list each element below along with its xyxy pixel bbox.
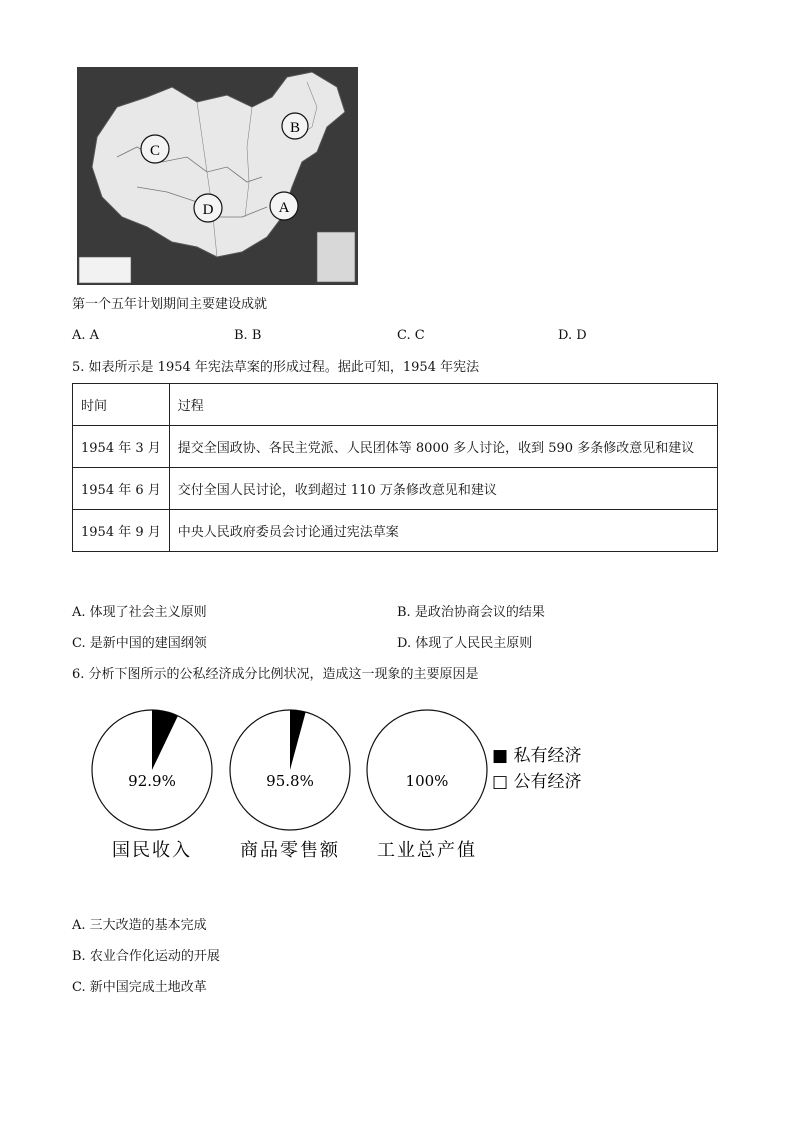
legend-private: ■ 私有经济 <box>492 746 582 766</box>
construction-map <box>77 67 358 285</box>
legend-public: □ 公有经济 <box>492 772 582 792</box>
pie-charts <box>80 700 600 880</box>
table-cell-process: 中央人民政府委员会讨论通过宪法草案 <box>169 510 717 552</box>
q6-option-b[interactable]: B. 农业合作化运动的开展 <box>72 949 220 964</box>
constitution-table <box>72 383 718 552</box>
q6-stem: 6. 分析下图所示的公私经济成分比例状况，造成这一现象的主要原因是 <box>72 667 479 682</box>
map-label-c: C <box>149 143 161 159</box>
china-map-graphic <box>77 67 358 285</box>
q4-option-b[interactable]: B. B <box>234 328 262 343</box>
pie-value-label: 100% <box>405 772 449 790</box>
q4-option-a[interactable]: A. A <box>72 328 100 343</box>
map-label-d: D <box>202 202 214 218</box>
table-header-row <box>73 384 718 426</box>
pie-slice-public <box>367 710 487 830</box>
table-cell-time: 1954 年 6 月 <box>73 468 170 510</box>
q4-option-c[interactable]: C. C <box>397 328 425 343</box>
map-label-a: A <box>278 200 290 216</box>
q4-stem: 第一个五年计划期间主要建设成就 <box>72 297 268 312</box>
table-cell-time: 1954 年 3 月 <box>73 426 170 468</box>
map-label-b: B <box>289 120 301 136</box>
pie-value-label: 95.8% <box>266 772 314 790</box>
pie-title-retail-sales: 商品零售额 <box>240 840 340 861</box>
q5-stem: 5. 如表所示是 1954 年宪法草案的形成过程。据此可知，1954 年宪法 <box>72 360 480 375</box>
table-row <box>73 426 718 468</box>
table-cell-process: 提交全国政协、各民主党派、人民团体等 8000 多人讨论，收到 590 多条修改意见和建议 <box>169 426 717 468</box>
q4-option-d[interactable]: D. D <box>558 328 587 343</box>
pie-value-label: 92.9% <box>128 772 176 790</box>
q5-option-c[interactable]: C. 是新中国的建国纲领 <box>72 636 207 651</box>
q5-option-d[interactable]: D. 体现了人民民主原则 <box>397 636 533 651</box>
pie-title-national-income: 国民收入 <box>112 840 192 861</box>
table-cell-time: 1954 年 9 月 <box>73 510 170 552</box>
q6-option-c[interactable]: C. 新中国完成土地改革 <box>72 980 207 995</box>
table-header-cell: 过程 <box>169 384 717 426</box>
q5-option-b[interactable]: B. 是政治协商会议的结果 <box>397 605 545 620</box>
table-row <box>73 468 718 510</box>
table-row <box>73 510 718 552</box>
q6-option-a[interactable]: A. 三大改造的基本完成 <box>72 918 207 933</box>
table-cell-process: 交付全国人民讨论，收到超过 110 万条修改意见和建议 <box>169 468 717 510</box>
q5-option-a[interactable]: A. 体现了社会主义原则 <box>72 605 207 620</box>
pie-title-industrial-output: 工业总产值 <box>377 840 477 861</box>
table-header-cell: 时间 <box>73 384 170 426</box>
